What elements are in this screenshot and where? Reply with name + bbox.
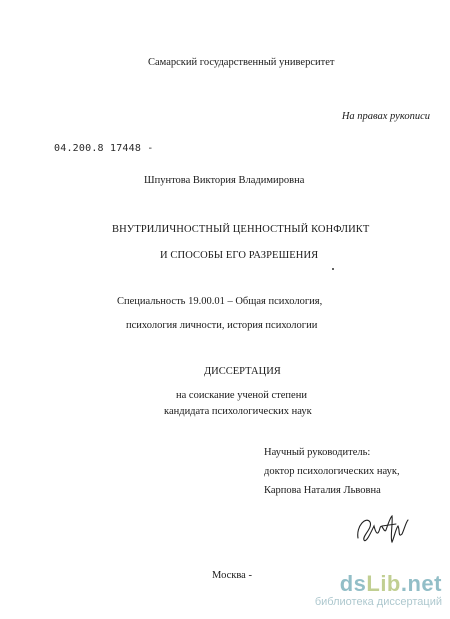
watermark-caption: библиотека диссертаций xyxy=(314,596,442,608)
degree-line-2: кандидата психологических наук xyxy=(164,406,312,417)
manuscript-note: На правах рукописи xyxy=(341,111,430,122)
scan-speck xyxy=(332,268,334,270)
dissertation-title-line-1: ВНУТРИЛИЧНОСТНЫЙ ЦЕННОСТНЫЙ КОНФЛИКТ xyxy=(112,224,370,235)
document-type: ДИССЕРТАЦИЯ xyxy=(204,366,281,377)
specialty-line-1: Специальность 19.00.01 – Общая психология, xyxy=(117,296,323,307)
dissertation-title-line-2: И СПОСОБЫ ЕГО РАЗРЕШЕНИЯ xyxy=(160,250,319,261)
university-name: Самарский государственный университет xyxy=(148,57,335,68)
supervisor-name: Карпова Наталия Львовна xyxy=(264,485,381,496)
author-name: Шпунтова Виктория Владимировна xyxy=(144,175,305,186)
dslib-logo: dsLib.net xyxy=(339,571,442,596)
supervisor-degree: доктор психологических наук, xyxy=(264,466,400,477)
degree-line-1: на соискание ученой степени xyxy=(176,390,307,401)
city-name: Москва - xyxy=(212,570,252,581)
supervisor-label: Научный руководитель: xyxy=(264,447,371,458)
handwritten-signature xyxy=(352,508,412,548)
dslib-watermark xyxy=(315,572,442,609)
catalog-code: 04.200.8 17448 - xyxy=(54,143,154,154)
specialty-line-2: психология личности, история психологии xyxy=(126,320,318,331)
